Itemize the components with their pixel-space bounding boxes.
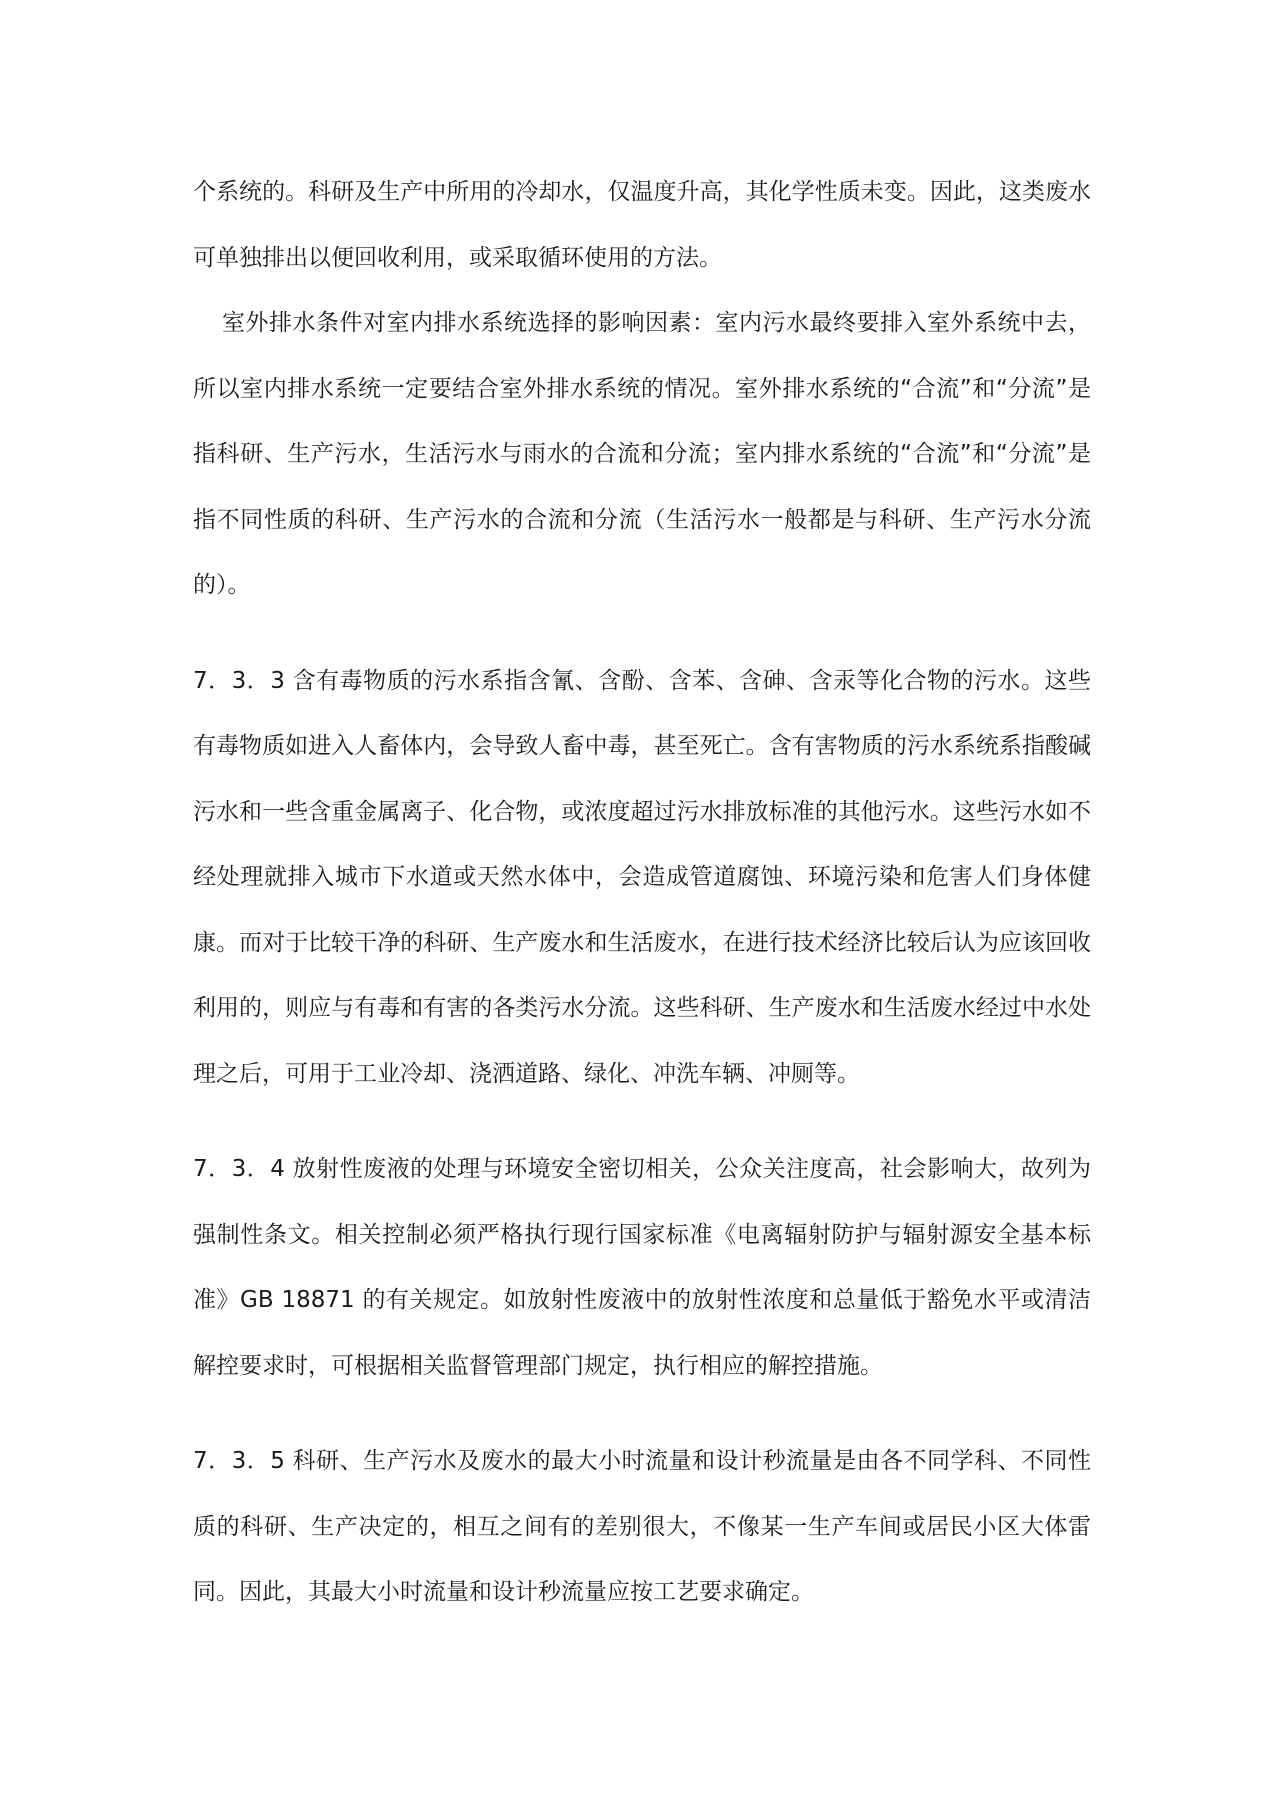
- document-body: [193, 160, 1091, 1626]
- paragraph-clause-7-3-5: 7．3．5 科研、生产污水及废水的最大小时流量和设计秒流量是由各不同学科、不同性质的科研、生产决定的，相互之间有的差别很大，不像某一生产车间或居民小区大体雷同。因此，其最大小时流量和设计秒流量应按工艺要求确定。: [193, 1448, 1091, 1605]
- paragraph-cooling-water: 个系统的。科研及生产中所用的冷却水，仅温度升高，其化学性质未变。因此，这类废水可单独排出以便回收利用，或采取循环使用的方法。: [193, 179, 1091, 271]
- paragraph-clause-7-3-3: 7．3．3 含有毒物质的污水系指含氰、含酚、含苯、含砷、含汞等化合物的污水。这些有毒物质如进入人畜体内，会导致人畜中毒，甚至死亡。含有害物质的污水系统系指酸碱污水和一些含重金属离子、化合物，或浓度超过污水排放标准的其他污水。这些污水如不经处理就排入城市下水道或天然水体中，会造成管道腐蚀、环境污染和危害人们身体健康。而对于比较干净的科研、生产废水和生活废水，在进行技术经济比较后认为应该回收利用的，则应与有毒和有害的各类污水分流。这些科研、生产废水和生活废水经过中水处理之后，可用于工业冷却、浇洒道路、绿化、冲洗车辆、冲厕等。: [193, 667, 1091, 1087]
- paragraph-outdoor-drainage: 室外排水条件对室内排水系统选择的影响因素：室内污水最终要排入室外系统中去，所以室内排水系统一定要结合室外排水系统的情况。室外排水系统的“合流”和“分流”是指科研、生产污水，生活污水与雨水的合流和分流；室内排水系统的“合流”和“分流”是指不同性质的科研、生产污水的合流和分流（生活污水一般都是与科研、生产污水分流的）。: [193, 310, 1091, 598]
- paragraph-clause-7-3-4: 7．3．4 放射性废液的处理与环境安全密切相关，公众关注度高，社会影响大，故列为强制性条文。相关控制必须严格执行现行国家标准《电离辐射防护与辐射源安全基本标准》GB 18871 的有关规定。如放射性废液中的放射性浓度和总量低于豁免水平或清洁解控要求时，可根据相关监督管理部门规定，执行相应的解控措施。: [193, 1156, 1091, 1379]
